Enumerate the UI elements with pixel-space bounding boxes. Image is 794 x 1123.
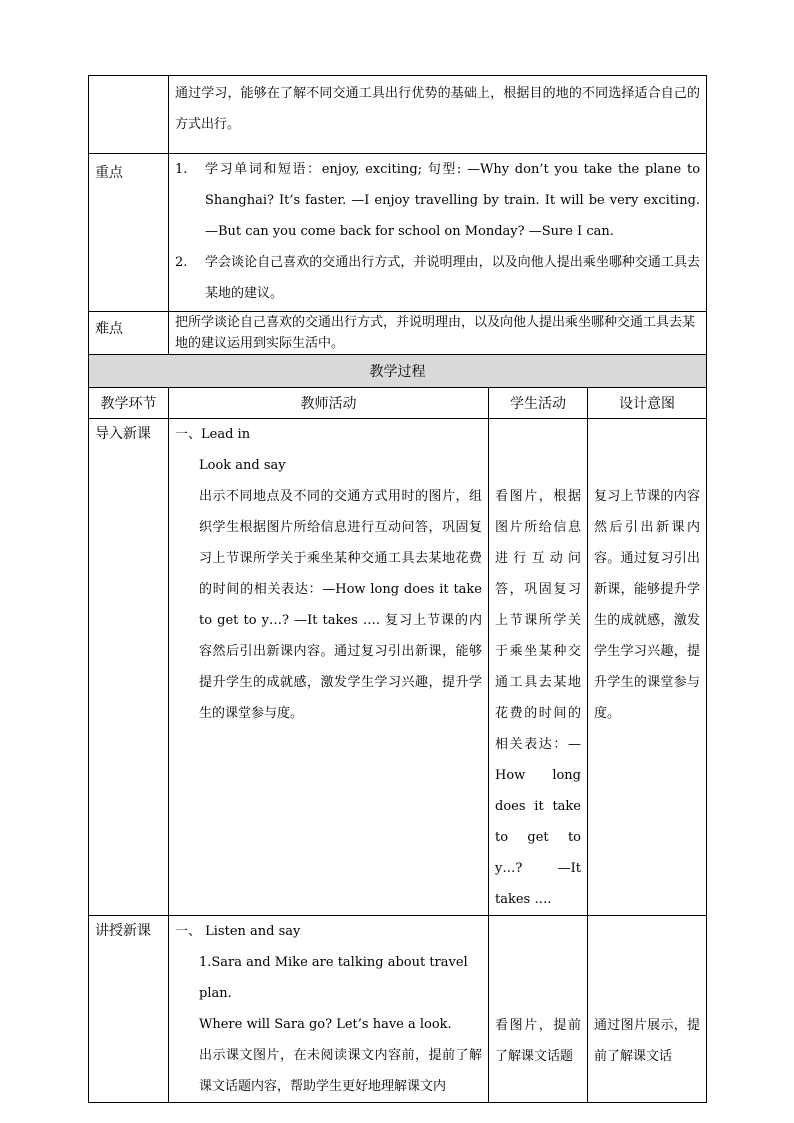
lesson-plan-table bbox=[88, 75, 707, 1103]
table-row bbox=[89, 419, 707, 916]
teacher-heading: 一、 Listen and say bbox=[175, 924, 301, 939]
col-head-design: 设计意图 bbox=[588, 388, 707, 419]
teacher-cell bbox=[169, 419, 489, 916]
table-row bbox=[89, 916, 707, 1103]
col-head-teacher: 教师活动 bbox=[169, 388, 489, 419]
difficulty-text: 把所学谈论自己喜欢的交通出行方式，并说明理由，以及向他人提出乘坐哪种交通工具去某地的建议运用到实际生活中。 bbox=[169, 312, 707, 355]
teacher-cell bbox=[169, 916, 489, 1103]
col-head-stage: 教学环节 bbox=[89, 388, 169, 419]
key-points-label: 重点 bbox=[89, 154, 169, 312]
key-point-num: 1. bbox=[175, 162, 188, 177]
key-points-cell bbox=[169, 154, 707, 312]
teacher-sub2: Where will Sara go? Let’s have a look. bbox=[199, 1017, 452, 1032]
key-point-item bbox=[175, 154, 700, 247]
objective-label-cell bbox=[89, 76, 169, 154]
difficulty-label: 难点 bbox=[89, 312, 169, 355]
objective-text: 通过学习，能够在了解不同交通工具出行优势的基础上，根据目的地的不同选择适合自己的方式出行。 bbox=[169, 76, 707, 154]
process-header: 教学过程 bbox=[89, 355, 707, 388]
objective-row bbox=[89, 76, 707, 154]
key-points-list bbox=[175, 154, 700, 309]
teacher-heading: 一、Lead in bbox=[175, 427, 251, 442]
key-point-text: 学会谈论自己喜欢的交通出行方式，并说明理由，以及向他人提出乘坐哪种交通工具去某地的建议。 bbox=[205, 255, 701, 301]
key-point-num: 2. bbox=[175, 255, 188, 270]
key-point-text: 学习单词和短语：enjoy, exciting; 句型: —Why don’t you take the plane to Shanghai? It’s faster. —I enjoy travelling by train. It will be very exciting. —But can you come back for school on Monday? —Sure I can. bbox=[205, 162, 701, 239]
student-cell: 看图片，根据图片所给信息进行互动问答，巩固复习上节课所学关于乘坐某种交通工具去某地花费的时间的相关表达：—How long does it take to get to y…? —It takes …. bbox=[489, 419, 588, 916]
stage-cell: 导入新课 bbox=[89, 419, 169, 916]
lesson-plan-page bbox=[88, 75, 706, 1103]
student-cell: 看图片，提前了解课文话题 bbox=[489, 916, 588, 1103]
teacher-body: 出示课文图片，在未阅读课文内容前，提前了解课文话题内容，帮助学生更好地理解课文内 bbox=[199, 1048, 482, 1094]
teacher-sub: 1.Sara and Mike are talking about travel plan. bbox=[199, 955, 468, 1001]
process-header-row bbox=[89, 355, 707, 388]
key-point-item bbox=[175, 247, 700, 309]
teacher-body: 出示不同地点及不同的交通方式用时的图片，组织学生根据图片所给信息进行互动问答，巩固复习上节课所学关于乘坐某种交通工具去某地花费的时间的相关表达：—How long does it take to get to y…? —It takes …. 复习上节课的内容然后引出新课内容。通过复习引出新课，能够提升学生的成就感，激发学生学习兴趣，提升学生的课堂参与度。 bbox=[199, 489, 482, 721]
design-cell: 复习上节课的内容然后引出新课内容。通过复习引出新课，能够提升学生的成就感，激发学生学习兴趣，提升学生的课堂参与度。 bbox=[588, 419, 707, 916]
teacher-sub: Look and say bbox=[199, 458, 286, 473]
design-cell: 通过图片展示，提前了解课文话 bbox=[588, 916, 707, 1103]
col-head-student: 学生活动 bbox=[489, 388, 588, 419]
key-points-row bbox=[89, 154, 707, 312]
column-header-row bbox=[89, 388, 707, 419]
difficulty-row bbox=[89, 312, 707, 355]
stage-cell: 讲授新课 bbox=[89, 916, 169, 1103]
